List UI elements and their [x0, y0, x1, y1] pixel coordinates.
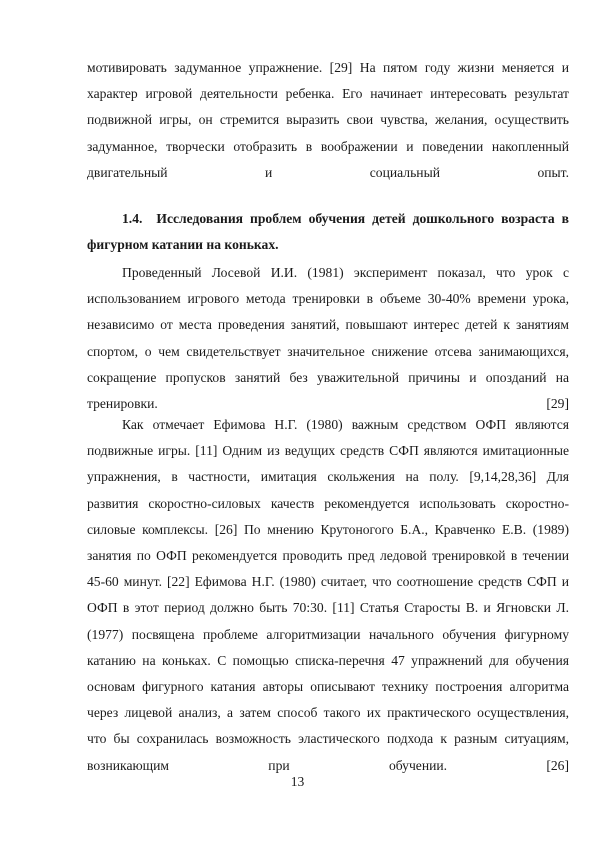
- section-heading: [87, 206, 569, 258]
- text-line: упражнения, в частности, имитация скольжения на полу. [9,14,28,36] Для: [87, 469, 569, 485]
- text-line: Проведенный Лосевой И.И. (1981) эксперимент показал, что урок с: [122, 265, 569, 280]
- text-line: силовые комплексы. [26] По мнению Крутоногого Б.А., Кравченко Е.В. (1989): [87, 521, 569, 537]
- text-line: 45-60 минут. [22] Ефимова Н.Г. (1980) считает, что соотношение средств СФП и: [87, 574, 569, 590]
- text-line: тренировки. [29]: [87, 396, 569, 412]
- text-line: что бы сохранилась возможность эластического подхода к разным ситуациям,: [87, 731, 569, 747]
- text-line: подвижной игры, он стремится выразить свои чувства, желания, осуществить: [87, 112, 569, 128]
- text-line: (1977) посвящена проблеме алгоритмизации начального обучения фигурному: [87, 626, 569, 642]
- text-line: использованием игрового метода тренировки в объеме 30-40% времени урока,: [87, 291, 569, 307]
- paragraph-efimova: [87, 412, 569, 779]
- heading-number: 1.4.: [122, 211, 143, 226]
- text-line: двигательный и социальный опыт.: [87, 164, 569, 180]
- text-line: характер игровой деятельности ребенка. Его начинает интересовать результат: [87, 86, 569, 102]
- heading-line: [87, 206, 569, 232]
- text-line: через лицевой анализ, а затем способ такого их практического осуществления,: [87, 705, 569, 721]
- text-line: сокращение пропусков занятий без уважительной причины и опозданий на: [87, 369, 569, 385]
- text-line: независимо от места проведения занятий, повышают интерес детей к занятиям: [87, 317, 569, 333]
- text-line: задуманное, творчески отобразить в воображении и поведении накопленный: [87, 138, 569, 154]
- text-line: мотивировать задуманное упражнение. [29] На пятом году жизни меняется и: [87, 60, 569, 75]
- text-line: Как отмечает Ефимова Н.Г. (1980) важным средством ОФП являются: [122, 417, 569, 432]
- text-line: основам фигурного катания авторы описывают технику построения алгоритма: [87, 679, 569, 695]
- text-line: подвижные игры. [11] Одним из ведущих средств СФП являются имитационные: [87, 443, 569, 459]
- page-number: 13: [290, 774, 305, 789]
- heading-title-part1: Исследования проблем обучения детей дошкольного возраста в: [156, 211, 569, 226]
- text-line: возникающим при обучении. [26]: [87, 757, 569, 773]
- paragraph-continuation: [87, 55, 569, 186]
- text-line: занятия по ОФП рекомендуется проводить пред ледовой тренировкой в течении: [87, 548, 569, 564]
- paragraph-losieva: [87, 260, 569, 417]
- text-line: развития скоростно-силовых качеств рекомендуется использовать скоростно-: [87, 495, 569, 511]
- heading-title-part2: фигурном катании на коньках.: [87, 237, 279, 253]
- text-line: спортом, о чем свидетельствует значительное снижение отсева занимающихся,: [87, 343, 569, 359]
- text-line: катанию на коньках. С помощью списка-перечня 47 упражнений для обучения: [87, 652, 569, 668]
- text-line: ОФП в этот период должно быть 70:30. [11] Статья Старосты В. и Ягновски Л.: [87, 600, 569, 616]
